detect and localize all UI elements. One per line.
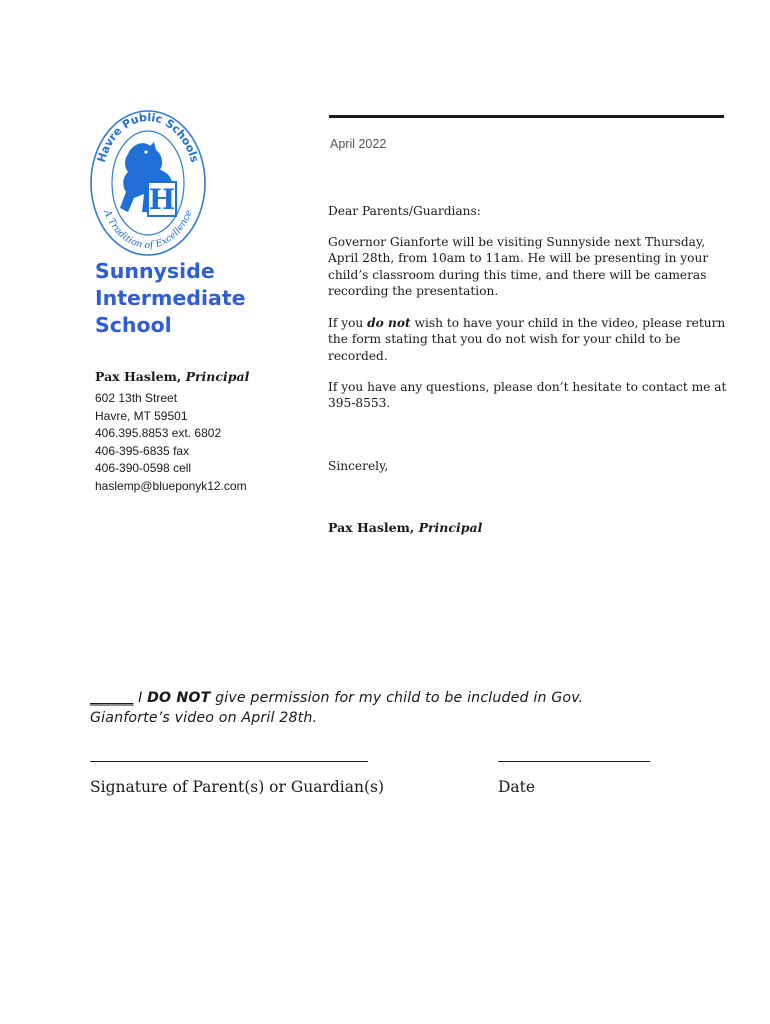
- statement-prefix: I: [133, 690, 148, 706]
- contact-email: haslemp@blueponyk12.com: [95, 478, 247, 493]
- header-rule: [329, 115, 724, 118]
- letter-paragraph-contact: If you have any questions, please don’t hesitate to contact me at 395-8553.: [328, 380, 727, 411]
- signoff-title: Principal: [418, 520, 483, 535]
- principal-title: Principal: [185, 369, 250, 384]
- signoff-name: Pax Haslem: [328, 520, 410, 535]
- paragraph-emphasis: do not: [367, 316, 411, 330]
- principal-name: Pax Haslem: [95, 369, 177, 384]
- school-name: [95, 258, 295, 339]
- sidebar-principal: Pax Haslem, Principal: [95, 369, 250, 384]
- logo-emblem: [88, 108, 208, 258]
- contact-fax: 406-395-6835 fax: [95, 443, 190, 458]
- permission-blank[interactable]: ______: [90, 690, 134, 706]
- logo-ring-text-top: Havre Public Schools: [94, 110, 202, 164]
- school-district-logo: [88, 108, 208, 258]
- logo-monogram: H: [148, 183, 176, 216]
- paragraph-text: If you: [328, 316, 368, 330]
- date-line[interactable]: [498, 761, 650, 762]
- school-name-line: School: [95, 313, 172, 337]
- contact-address: 602 13th Street: [95, 391, 178, 405]
- school-name-line: Sunnyside: [95, 259, 215, 283]
- school-name-line: Intermediate: [95, 286, 246, 310]
- letter-paragraph-optout: [328, 315, 728, 364]
- contact-block: [95, 390, 315, 496]
- letter-date: April 2022: [330, 137, 387, 151]
- statement-emphasis: DO NOT: [147, 690, 211, 706]
- letter-paragraph-visit: Governor Gianforte will be visiting Sunnyside next Thursday, April 28th, from 10am to 11am. He will be presenting in your child’s classroom during this time, and there will be cameras recording the presentation.: [328, 235, 709, 298]
- permission-statement: [90, 688, 650, 728]
- letter-closing: Sincerely,: [328, 459, 389, 473]
- contact-phone: 406.395.8853 ext. 6802: [95, 426, 222, 441]
- paragraph-text: wish to have your child in the video, please return the form stating that you do not wish for your child to be recorded.: [328, 316, 726, 363]
- signature-label: Signature of Parent(s) or Guardian(s): [90, 778, 385, 796]
- letter-signoff: Pax Haslem, Principal: [328, 520, 483, 535]
- contact-city: Havre, MT 59501: [95, 408, 188, 423]
- date-label: Date: [498, 778, 536, 796]
- letter-salutation: Dear Parents/Guardians:: [328, 204, 481, 218]
- statement-text: give permission for my child to be included in Gov. Gianforte’s video on April 28th.: [90, 690, 584, 726]
- logo-ring-text-bottom: A Tradition of Excellence: [101, 208, 195, 252]
- signature-line[interactable]: [90, 761, 368, 762]
- contact-cell: 406-390-0598 cell: [95, 461, 192, 476]
